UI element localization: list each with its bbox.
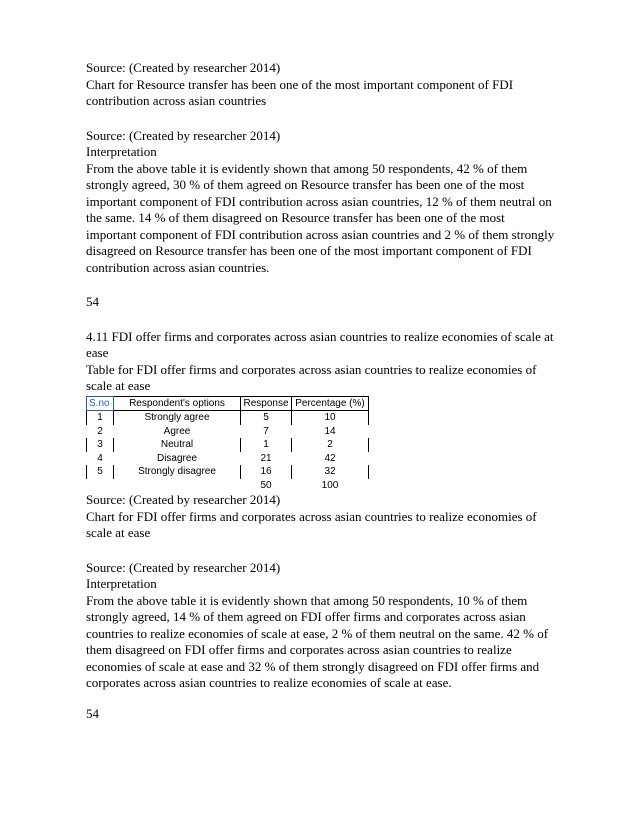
table-cell: Strongly disagree bbox=[138, 466, 216, 477]
page-number: 54 bbox=[86, 294, 99, 309]
source-note: Source: (Created by researcher 2014) bbox=[86, 127, 281, 143]
table-row bbox=[87, 411, 369, 425]
section-heading: 4.11 FDI offer firms and corporates across asian countries to realize economies of scale at ease bbox=[86, 328, 554, 360]
table-cell: 5 bbox=[241, 411, 292, 425]
table-row bbox=[87, 425, 369, 439]
table-caption: Table for FDI offer firms and corporates across asian countries to realize economies of scale at ease bbox=[86, 361, 537, 393]
table-cell: 14 bbox=[324, 425, 336, 437]
table-cell: 50 bbox=[260, 479, 272, 491]
interpretation-heading: Interpretation bbox=[86, 576, 157, 591]
table-cell: 100 bbox=[321, 479, 339, 491]
table-cell: Neutral bbox=[160, 439, 194, 450]
table-cell: Strongly agree bbox=[144, 412, 210, 423]
table-cell bbox=[87, 479, 114, 493]
table-cell: 2 bbox=[292, 438, 369, 452]
table-total-row bbox=[87, 479, 369, 493]
header-cell: Response bbox=[241, 396, 292, 411]
table-cell: 21 bbox=[260, 452, 272, 464]
table-cell bbox=[114, 479, 241, 493]
table-cell: 7 bbox=[263, 425, 269, 437]
table-row bbox=[87, 438, 369, 452]
table-cell: 32 bbox=[292, 465, 369, 479]
source-note: Source: (Created by researcher 2014) bbox=[86, 60, 281, 75]
table-cell: 1 bbox=[87, 411, 114, 425]
table-cell: Disagree bbox=[156, 452, 198, 464]
interpretation-heading: Interpretation bbox=[86, 144, 157, 159]
header-cell: Respondent's options bbox=[114, 396, 241, 411]
table-row bbox=[87, 465, 369, 479]
table-header-row bbox=[87, 396, 369, 411]
page-number: 54 bbox=[86, 705, 99, 721]
table-cell: 1 bbox=[241, 438, 292, 452]
table-cell: 5 bbox=[87, 465, 114, 479]
table-row bbox=[87, 452, 369, 466]
source-note: Source: (Created by researcher 2014) bbox=[86, 559, 281, 575]
table-cell: Agree bbox=[163, 425, 191, 437]
interpretation-text: From the above table it is evidently shown that among 50 respondents, 42 % of them strongly agreed, 30 % of them agreed on Resource transfer has been one of the most important component of FDI contribution across asian countries, 12 % of them neutral on the same. 14 % of them disagreed on Resource transfer has been one of the most important component of FDI contribution across asian countries and 2 % of them strongly disagreed on Resource transfer has been one of the most important component of FDI contribution across asian countries. bbox=[86, 160, 555, 275]
table-cell: 10 bbox=[292, 411, 369, 425]
header-cell: Percentage (%) bbox=[292, 396, 369, 411]
table-cell: 3 bbox=[87, 438, 114, 452]
header-cell: S.no bbox=[87, 396, 114, 411]
chart-caption: Chart for Resource transfer has been one of the most important component of FDI contribution across asian countries bbox=[86, 76, 514, 108]
interpretation-text: From the above table it is evidently shown that among 50 respondents, 10 % of them strongly agreed, 14 % of them agreed on FDI offer firms and corporates across asian countries to realize economies of scale at ease, 2 % of them neutral on the same. 42 % of them disagreed on FDI offer firms and corporates across asian countries to realize economies of scale at ease and 32 % of them strongly disagreed on FDI offer firms and corporates across asian countries to realize economies of scale at ease. bbox=[86, 592, 549, 690]
table-cell: 2 bbox=[97, 425, 103, 437]
document-page bbox=[86, 60, 556, 722]
source-note: Source: (Created by researcher 2014) bbox=[86, 492, 281, 507]
table-cell: 4 bbox=[97, 452, 103, 464]
responses-table bbox=[86, 396, 369, 493]
chart-caption: Chart for FDI offer firms and corporates across asian countries to realize economies of scale at ease bbox=[86, 508, 537, 540]
table-cell: 16 bbox=[241, 465, 292, 479]
table-cell: 42 bbox=[324, 452, 336, 464]
